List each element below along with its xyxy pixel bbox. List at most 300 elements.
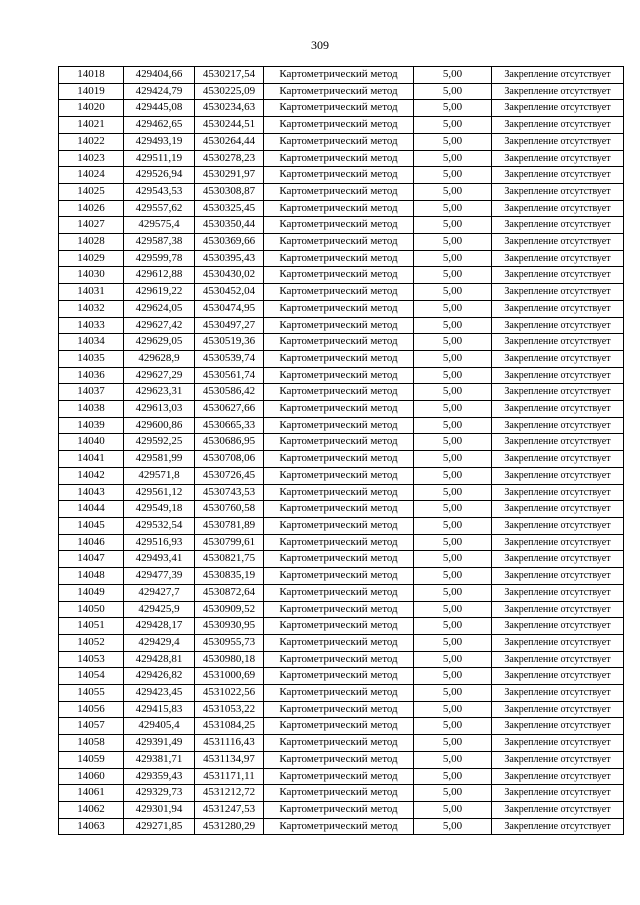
point-number-cell: 14030 bbox=[59, 267, 124, 284]
fixation-cell: Закрепление отсутствует bbox=[492, 818, 624, 835]
fixation-cell: Закрепление отсутствует bbox=[492, 100, 624, 117]
x-coordinate-cell: 429493,19 bbox=[124, 133, 195, 150]
method-cell: Картометрический метод bbox=[264, 768, 414, 785]
x-coordinate-cell: 429623,31 bbox=[124, 384, 195, 401]
accuracy-cell: 5,00 bbox=[414, 685, 492, 702]
point-number-cell: 14044 bbox=[59, 501, 124, 518]
y-coordinate-cell: 4531022,56 bbox=[195, 685, 264, 702]
accuracy-cell: 5,00 bbox=[414, 284, 492, 301]
x-coordinate-cell: 429600,86 bbox=[124, 417, 195, 434]
y-coordinate-cell: 4530308,87 bbox=[195, 183, 264, 200]
point-number-cell: 14058 bbox=[59, 735, 124, 752]
method-cell: Картометрический метод bbox=[264, 701, 414, 718]
accuracy-cell: 5,00 bbox=[414, 434, 492, 451]
fixation-cell: Закрепление отсутствует bbox=[492, 417, 624, 434]
y-coordinate-cell: 4531134,97 bbox=[195, 751, 264, 768]
point-number-cell: 14063 bbox=[59, 818, 124, 835]
point-number-cell: 14045 bbox=[59, 517, 124, 534]
y-coordinate-cell: 4530217,54 bbox=[195, 67, 264, 84]
method-cell: Картометрический метод bbox=[264, 801, 414, 818]
table-row bbox=[59, 601, 624, 618]
table-row bbox=[59, 300, 624, 317]
point-number-cell: 14023 bbox=[59, 150, 124, 167]
accuracy-cell: 5,00 bbox=[414, 551, 492, 568]
accuracy-cell: 5,00 bbox=[414, 534, 492, 551]
point-number-cell: 14020 bbox=[59, 100, 124, 117]
point-number-cell: 14047 bbox=[59, 551, 124, 568]
point-number-cell: 14025 bbox=[59, 183, 124, 200]
point-number-cell: 14046 bbox=[59, 534, 124, 551]
table-row bbox=[59, 501, 624, 518]
table-row bbox=[59, 167, 624, 184]
y-coordinate-cell: 4531053,22 bbox=[195, 701, 264, 718]
x-coordinate-cell: 429575,4 bbox=[124, 217, 195, 234]
y-coordinate-cell: 4530497,27 bbox=[195, 317, 264, 334]
method-cell: Картометрический метод bbox=[264, 651, 414, 668]
x-coordinate-cell: 429627,29 bbox=[124, 367, 195, 384]
fixation-cell: Закрепление отсутствует bbox=[492, 768, 624, 785]
x-coordinate-cell: 429612,88 bbox=[124, 267, 195, 284]
accuracy-cell: 5,00 bbox=[414, 350, 492, 367]
fixation-cell: Закрепление отсутствует bbox=[492, 350, 624, 367]
point-number-cell: 14018 bbox=[59, 67, 124, 84]
fixation-cell: Закрепление отсутствует bbox=[492, 584, 624, 601]
fixation-cell: Закрепление отсутствует bbox=[492, 568, 624, 585]
x-coordinate-cell: 429619,22 bbox=[124, 284, 195, 301]
table-row bbox=[59, 67, 624, 84]
point-number-cell: 14022 bbox=[59, 133, 124, 150]
method-cell: Картометрический метод bbox=[264, 367, 414, 384]
y-coordinate-cell: 4530781,89 bbox=[195, 517, 264, 534]
method-cell: Картометрический метод bbox=[264, 584, 414, 601]
x-coordinate-cell: 429516,93 bbox=[124, 534, 195, 551]
fixation-cell: Закрепление отсутствует bbox=[492, 300, 624, 317]
x-coordinate-cell: 429543,53 bbox=[124, 183, 195, 200]
x-coordinate-cell: 429493,41 bbox=[124, 551, 195, 568]
fixation-cell: Закрепление отсутствует bbox=[492, 267, 624, 284]
accuracy-cell: 5,00 bbox=[414, 801, 492, 818]
table-row bbox=[59, 367, 624, 384]
y-coordinate-cell: 4530291,97 bbox=[195, 167, 264, 184]
point-number-cell: 14021 bbox=[59, 117, 124, 134]
point-number-cell: 14056 bbox=[59, 701, 124, 718]
accuracy-cell: 5,00 bbox=[414, 618, 492, 635]
x-coordinate-cell: 429329,73 bbox=[124, 785, 195, 802]
table-row bbox=[59, 334, 624, 351]
accuracy-cell: 5,00 bbox=[414, 467, 492, 484]
point-number-cell: 14024 bbox=[59, 167, 124, 184]
fixation-cell: Закрепление отсутствует bbox=[492, 668, 624, 685]
y-coordinate-cell: 4530872,64 bbox=[195, 584, 264, 601]
table-row bbox=[59, 83, 624, 100]
accuracy-cell: 5,00 bbox=[414, 234, 492, 251]
table-row bbox=[59, 467, 624, 484]
fixation-cell: Закрепление отсутствует bbox=[492, 501, 624, 518]
accuracy-cell: 5,00 bbox=[414, 133, 492, 150]
x-coordinate-cell: 429571,8 bbox=[124, 467, 195, 484]
x-coordinate-cell: 429405,4 bbox=[124, 718, 195, 735]
y-coordinate-cell: 4530234,63 bbox=[195, 100, 264, 117]
x-coordinate-cell: 429429,4 bbox=[124, 634, 195, 651]
point-number-cell: 14043 bbox=[59, 484, 124, 501]
method-cell: Картометрический метод bbox=[264, 300, 414, 317]
method-cell: Картометрический метод bbox=[264, 167, 414, 184]
accuracy-cell: 5,00 bbox=[414, 634, 492, 651]
y-coordinate-cell: 4530686,95 bbox=[195, 434, 264, 451]
point-number-cell: 14019 bbox=[59, 83, 124, 100]
point-number-cell: 14032 bbox=[59, 300, 124, 317]
table-row bbox=[59, 250, 624, 267]
x-coordinate-cell: 429477,39 bbox=[124, 568, 195, 585]
table-row bbox=[59, 818, 624, 835]
accuracy-cell: 5,00 bbox=[414, 785, 492, 802]
point-number-cell: 14052 bbox=[59, 634, 124, 651]
accuracy-cell: 5,00 bbox=[414, 401, 492, 418]
x-coordinate-cell: 429359,43 bbox=[124, 768, 195, 785]
table-row bbox=[59, 701, 624, 718]
accuracy-cell: 5,00 bbox=[414, 367, 492, 384]
accuracy-cell: 5,00 bbox=[414, 651, 492, 668]
method-cell: Картометрический метод bbox=[264, 551, 414, 568]
table-row bbox=[59, 350, 624, 367]
x-coordinate-cell: 429427,7 bbox=[124, 584, 195, 601]
point-number-cell: 14060 bbox=[59, 768, 124, 785]
accuracy-cell: 5,00 bbox=[414, 568, 492, 585]
point-number-cell: 14059 bbox=[59, 751, 124, 768]
point-number-cell: 14027 bbox=[59, 217, 124, 234]
accuracy-cell: 5,00 bbox=[414, 250, 492, 267]
method-cell: Картометрический метод bbox=[264, 517, 414, 534]
table-row bbox=[59, 434, 624, 451]
method-cell: Картометрический метод bbox=[264, 434, 414, 451]
method-cell: Картометрический метод bbox=[264, 568, 414, 585]
table-row bbox=[59, 801, 624, 818]
x-coordinate-cell: 429628,9 bbox=[124, 350, 195, 367]
method-cell: Картометрический метод bbox=[264, 83, 414, 100]
table-row bbox=[59, 451, 624, 468]
accuracy-cell: 5,00 bbox=[414, 768, 492, 785]
method-cell: Картометрический метод bbox=[264, 451, 414, 468]
fixation-cell: Закрепление отсутствует bbox=[492, 217, 624, 234]
table-row bbox=[59, 551, 624, 568]
y-coordinate-cell: 4530264,44 bbox=[195, 133, 264, 150]
y-coordinate-cell: 4530909,52 bbox=[195, 601, 264, 618]
fixation-cell: Закрепление отсутствует bbox=[492, 751, 624, 768]
accuracy-cell: 5,00 bbox=[414, 300, 492, 317]
point-number-cell: 14036 bbox=[59, 367, 124, 384]
method-cell: Картометрический метод bbox=[264, 317, 414, 334]
fixation-cell: Закрепление отсутствует bbox=[492, 334, 624, 351]
table-row bbox=[59, 768, 624, 785]
fixation-cell: Закрепление отсутствует bbox=[492, 785, 624, 802]
method-cell: Картометрический метод bbox=[264, 751, 414, 768]
fixation-cell: Закрепление отсутствует bbox=[492, 384, 624, 401]
x-coordinate-cell: 429426,82 bbox=[124, 668, 195, 685]
method-cell: Картометрический метод bbox=[264, 735, 414, 752]
fixation-cell: Закрепление отсутствует bbox=[492, 284, 624, 301]
point-number-cell: 14033 bbox=[59, 317, 124, 334]
table-row bbox=[59, 133, 624, 150]
point-number-cell: 14042 bbox=[59, 467, 124, 484]
y-coordinate-cell: 4530430,02 bbox=[195, 267, 264, 284]
table-row bbox=[59, 785, 624, 802]
fixation-cell: Закрепление отсутствует bbox=[492, 317, 624, 334]
table-row bbox=[59, 685, 624, 702]
method-cell: Картометрический метод bbox=[264, 417, 414, 434]
fixation-cell: Закрепление отсутствует bbox=[492, 685, 624, 702]
table-row bbox=[59, 100, 624, 117]
table-row bbox=[59, 267, 624, 284]
method-cell: Картометрический метод bbox=[264, 484, 414, 501]
fixation-cell: Закрепление отсутствует bbox=[492, 150, 624, 167]
coordinates-table bbox=[58, 66, 624, 835]
y-coordinate-cell: 4530930,95 bbox=[195, 618, 264, 635]
accuracy-cell: 5,00 bbox=[414, 384, 492, 401]
fixation-cell: Закрепление отсутствует bbox=[492, 117, 624, 134]
y-coordinate-cell: 4531171,11 bbox=[195, 768, 264, 785]
y-coordinate-cell: 4530539,74 bbox=[195, 350, 264, 367]
table-row bbox=[59, 484, 624, 501]
x-coordinate-cell: 429561,12 bbox=[124, 484, 195, 501]
x-coordinate-cell: 429423,45 bbox=[124, 685, 195, 702]
table-row bbox=[59, 217, 624, 234]
method-cell: Картометрический метод bbox=[264, 785, 414, 802]
method-cell: Картометрический метод bbox=[264, 685, 414, 702]
accuracy-cell: 5,00 bbox=[414, 183, 492, 200]
y-coordinate-cell: 4530743,53 bbox=[195, 484, 264, 501]
y-coordinate-cell: 4530278,23 bbox=[195, 150, 264, 167]
table-row bbox=[59, 417, 624, 434]
point-number-cell: 14039 bbox=[59, 417, 124, 434]
table-row bbox=[59, 718, 624, 735]
x-coordinate-cell: 429532,54 bbox=[124, 517, 195, 534]
table-row bbox=[59, 284, 624, 301]
accuracy-cell: 5,00 bbox=[414, 417, 492, 434]
fixation-cell: Закрепление отсутствует bbox=[492, 183, 624, 200]
accuracy-cell: 5,00 bbox=[414, 200, 492, 217]
table-row bbox=[59, 584, 624, 601]
method-cell: Картометрический метод bbox=[264, 718, 414, 735]
x-coordinate-cell: 429404,66 bbox=[124, 67, 195, 84]
accuracy-cell: 5,00 bbox=[414, 584, 492, 601]
method-cell: Картометрический метод bbox=[264, 384, 414, 401]
table-row bbox=[59, 735, 624, 752]
method-cell: Картометрический метод bbox=[264, 267, 414, 284]
x-coordinate-cell: 429624,05 bbox=[124, 300, 195, 317]
table-row bbox=[59, 234, 624, 251]
fixation-cell: Закрепление отсутствует bbox=[492, 634, 624, 651]
fixation-cell: Закрепление отсутствует bbox=[492, 234, 624, 251]
table-row bbox=[59, 401, 624, 418]
y-coordinate-cell: 4531212,72 bbox=[195, 785, 264, 802]
x-coordinate-cell: 429599,78 bbox=[124, 250, 195, 267]
x-coordinate-cell: 429613,03 bbox=[124, 401, 195, 418]
x-coordinate-cell: 429428,17 bbox=[124, 618, 195, 635]
y-coordinate-cell: 4530452,04 bbox=[195, 284, 264, 301]
fixation-cell: Закрепление отсутствует bbox=[492, 250, 624, 267]
fixation-cell: Закрепление отсутствует bbox=[492, 401, 624, 418]
accuracy-cell: 5,00 bbox=[414, 334, 492, 351]
x-coordinate-cell: 429381,71 bbox=[124, 751, 195, 768]
table-row bbox=[59, 384, 624, 401]
accuracy-cell: 5,00 bbox=[414, 117, 492, 134]
fixation-cell: Закрепление отсутствует bbox=[492, 718, 624, 735]
method-cell: Картометрический метод bbox=[264, 601, 414, 618]
x-coordinate-cell: 429587,38 bbox=[124, 234, 195, 251]
x-coordinate-cell: 429627,42 bbox=[124, 317, 195, 334]
x-coordinate-cell: 429629,05 bbox=[124, 334, 195, 351]
y-coordinate-cell: 4531116,43 bbox=[195, 735, 264, 752]
method-cell: Картометрический метод bbox=[264, 183, 414, 200]
x-coordinate-cell: 429425,9 bbox=[124, 601, 195, 618]
accuracy-cell: 5,00 bbox=[414, 484, 492, 501]
point-number-cell: 14035 bbox=[59, 350, 124, 367]
method-cell: Картометрический метод bbox=[264, 334, 414, 351]
fixation-cell: Закрепление отсутствует bbox=[492, 467, 624, 484]
accuracy-cell: 5,00 bbox=[414, 601, 492, 618]
method-cell: Картометрический метод bbox=[264, 350, 414, 367]
x-coordinate-cell: 429445,08 bbox=[124, 100, 195, 117]
accuracy-cell: 5,00 bbox=[414, 501, 492, 518]
x-coordinate-cell: 429424,79 bbox=[124, 83, 195, 100]
accuracy-cell: 5,00 bbox=[414, 317, 492, 334]
method-cell: Картометрический метод bbox=[264, 67, 414, 84]
table-row bbox=[59, 150, 624, 167]
point-number-cell: 14041 bbox=[59, 451, 124, 468]
point-number-cell: 14048 bbox=[59, 568, 124, 585]
y-coordinate-cell: 4530955,73 bbox=[195, 634, 264, 651]
method-cell: Картометрический метод bbox=[264, 284, 414, 301]
accuracy-cell: 5,00 bbox=[414, 818, 492, 835]
x-coordinate-cell: 429271,85 bbox=[124, 818, 195, 835]
y-coordinate-cell: 4530519,36 bbox=[195, 334, 264, 351]
table-row bbox=[59, 317, 624, 334]
table-row bbox=[59, 568, 624, 585]
y-coordinate-cell: 4530586,42 bbox=[195, 384, 264, 401]
y-coordinate-cell: 4530835,19 bbox=[195, 568, 264, 585]
point-number-cell: 14054 bbox=[59, 668, 124, 685]
accuracy-cell: 5,00 bbox=[414, 517, 492, 534]
fixation-cell: Закрепление отсутствует bbox=[492, 618, 624, 635]
y-coordinate-cell: 4530980,18 bbox=[195, 651, 264, 668]
fixation-cell: Закрепление отсутствует bbox=[492, 484, 624, 501]
accuracy-cell: 5,00 bbox=[414, 735, 492, 752]
fixation-cell: Закрепление отсутствует bbox=[492, 801, 624, 818]
point-number-cell: 14034 bbox=[59, 334, 124, 351]
coordinates-table-body bbox=[59, 67, 624, 835]
x-coordinate-cell: 429301,94 bbox=[124, 801, 195, 818]
y-coordinate-cell: 4531084,25 bbox=[195, 718, 264, 735]
method-cell: Картометрический метод bbox=[264, 618, 414, 635]
method-cell: Картометрический метод bbox=[264, 234, 414, 251]
method-cell: Картометрический метод bbox=[264, 401, 414, 418]
point-number-cell: 14029 bbox=[59, 250, 124, 267]
fixation-cell: Закрепление отсутствует bbox=[492, 517, 624, 534]
y-coordinate-cell: 4530627,66 bbox=[195, 401, 264, 418]
point-number-cell: 14055 bbox=[59, 685, 124, 702]
y-coordinate-cell: 4530726,45 bbox=[195, 467, 264, 484]
fixation-cell: Закрепление отсутствует bbox=[492, 534, 624, 551]
fixation-cell: Закрепление отсутствует bbox=[492, 367, 624, 384]
x-coordinate-cell: 429526,94 bbox=[124, 167, 195, 184]
accuracy-cell: 5,00 bbox=[414, 167, 492, 184]
accuracy-cell: 5,00 bbox=[414, 668, 492, 685]
method-cell: Картометрический метод bbox=[264, 150, 414, 167]
accuracy-cell: 5,00 bbox=[414, 83, 492, 100]
y-coordinate-cell: 4530760,58 bbox=[195, 501, 264, 518]
point-number-cell: 14049 bbox=[59, 584, 124, 601]
method-cell: Картометрический метод bbox=[264, 634, 414, 651]
point-number-cell: 14038 bbox=[59, 401, 124, 418]
x-coordinate-cell: 429428,81 bbox=[124, 651, 195, 668]
point-number-cell: 14062 bbox=[59, 801, 124, 818]
method-cell: Картометрический метод bbox=[264, 200, 414, 217]
page-number: 309 bbox=[311, 38, 329, 52]
y-coordinate-cell: 4530665,33 bbox=[195, 417, 264, 434]
x-coordinate-cell: 429462,65 bbox=[124, 117, 195, 134]
method-cell: Картометрический метод bbox=[264, 217, 414, 234]
method-cell: Картометрический метод bbox=[264, 250, 414, 267]
table-row bbox=[59, 534, 624, 551]
y-coordinate-cell: 4530225,09 bbox=[195, 83, 264, 100]
accuracy-cell: 5,00 bbox=[414, 267, 492, 284]
method-cell: Картометрический метод bbox=[264, 534, 414, 551]
point-number-cell: 14040 bbox=[59, 434, 124, 451]
fixation-cell: Закрепление отсутствует bbox=[492, 167, 624, 184]
accuracy-cell: 5,00 bbox=[414, 100, 492, 117]
fixation-cell: Закрепление отсутствует bbox=[492, 83, 624, 100]
table-row bbox=[59, 668, 624, 685]
y-coordinate-cell: 4530708,06 bbox=[195, 451, 264, 468]
method-cell: Картометрический метод bbox=[264, 133, 414, 150]
x-coordinate-cell: 429592,25 bbox=[124, 434, 195, 451]
method-cell: Картометрический метод bbox=[264, 668, 414, 685]
x-coordinate-cell: 429581,99 bbox=[124, 451, 195, 468]
x-coordinate-cell: 429557,62 bbox=[124, 200, 195, 217]
point-number-cell: 14031 bbox=[59, 284, 124, 301]
accuracy-cell: 5,00 bbox=[414, 67, 492, 84]
x-coordinate-cell: 429415,83 bbox=[124, 701, 195, 718]
y-coordinate-cell: 4530395,43 bbox=[195, 250, 264, 267]
x-coordinate-cell: 429549,18 bbox=[124, 501, 195, 518]
x-coordinate-cell: 429391,49 bbox=[124, 735, 195, 752]
fixation-cell: Закрепление отсутствует bbox=[492, 601, 624, 618]
point-number-cell: 14057 bbox=[59, 718, 124, 735]
fixation-cell: Закрепление отсутствует bbox=[492, 434, 624, 451]
y-coordinate-cell: 4531000,69 bbox=[195, 668, 264, 685]
point-number-cell: 14026 bbox=[59, 200, 124, 217]
fixation-cell: Закрепление отсутствует bbox=[492, 451, 624, 468]
y-coordinate-cell: 4530350,44 bbox=[195, 217, 264, 234]
accuracy-cell: 5,00 bbox=[414, 701, 492, 718]
y-coordinate-cell: 4531247,53 bbox=[195, 801, 264, 818]
method-cell: Картометрический метод bbox=[264, 100, 414, 117]
point-number-cell: 14051 bbox=[59, 618, 124, 635]
accuracy-cell: 5,00 bbox=[414, 150, 492, 167]
y-coordinate-cell: 4530821,75 bbox=[195, 551, 264, 568]
y-coordinate-cell: 4530369,66 bbox=[195, 234, 264, 251]
accuracy-cell: 5,00 bbox=[414, 451, 492, 468]
fixation-cell: Закрепление отсутствует bbox=[492, 133, 624, 150]
method-cell: Картометрический метод bbox=[264, 818, 414, 835]
method-cell: Картометрический метод bbox=[264, 501, 414, 518]
table-row bbox=[59, 183, 624, 200]
table-row bbox=[59, 117, 624, 134]
y-coordinate-cell: 4530474,95 bbox=[195, 300, 264, 317]
table-row bbox=[59, 517, 624, 534]
point-number-cell: 14028 bbox=[59, 234, 124, 251]
x-coordinate-cell: 429511,19 bbox=[124, 150, 195, 167]
